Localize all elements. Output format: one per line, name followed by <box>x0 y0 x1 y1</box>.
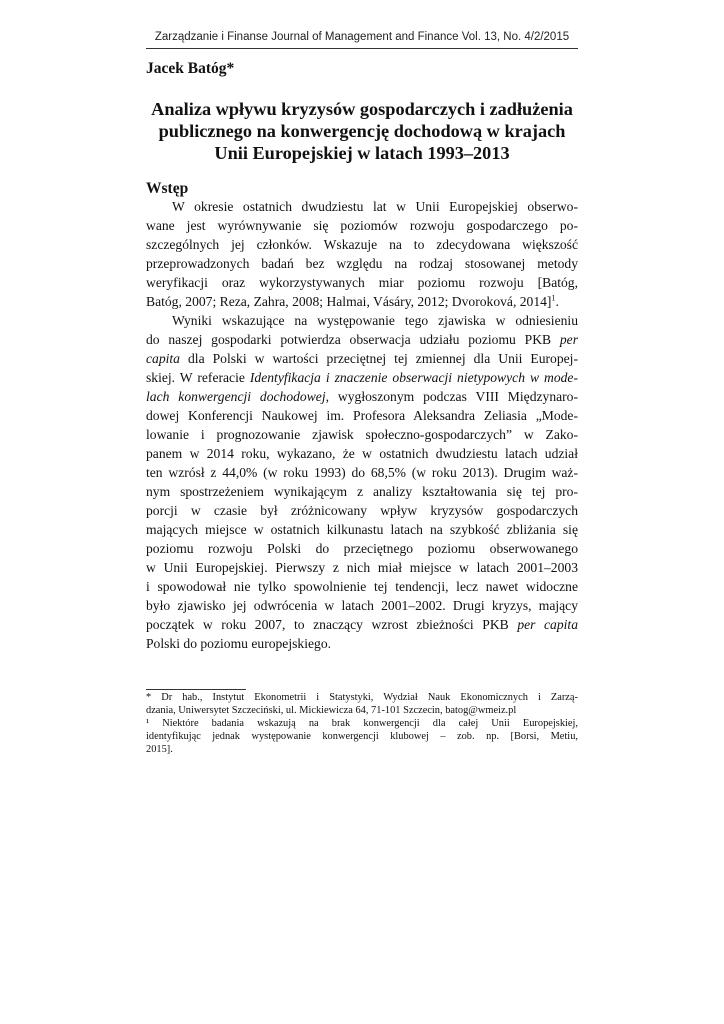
italic-run: lach konwergencji dochodowej <box>146 389 326 404</box>
footnote-line: identyfikując jednak występowanie konwergencji klubowej – zob. np. [Borsi, Metiu, <box>146 731 578 742</box>
text-line: przeprowadzonych badań bez względu na rodzaj stosowanej metody <box>146 256 578 271</box>
text-run: do naszej gospodarki potwierdza obserwacja udziału poziomu PKB <box>146 332 560 347</box>
text-line <box>146 349 578 368</box>
italic-run: per <box>559 332 578 347</box>
text-run: . <box>555 294 559 309</box>
title-line: publicznego na konwergencję dochodową w krajach <box>158 121 566 141</box>
text-line <box>146 292 578 311</box>
text-line: w Unii Europejskiej. Pierwszy z nich miał miejsce w latach 2001–2003 <box>146 560 578 575</box>
italic-run: per capita <box>517 617 578 632</box>
text-line <box>146 368 578 387</box>
text-run: , wygłoszonym podczas VIII Międzynaro- <box>325 389 579 404</box>
text-line <box>146 330 578 349</box>
text-line: dowej Konferencji Naukowej im. Profesora Aleksandra Zeliasia „Mode- <box>146 408 578 423</box>
text-line: lowanie i prognozowanie zjawisk społeczno-gospodarczych” w Zako- <box>146 427 578 442</box>
title-line: Unii Europejskiej w latach 1993–2013 <box>214 143 510 163</box>
text-line: Wyniki wskazujące na występowanie tego zjawiska w odniesieniu <box>172 313 578 328</box>
title-line: Analiza wpływu kryzysów gospodarczych i zadłużenia <box>151 99 573 119</box>
text-line: było zjawisko jej odwrócenia w latach 2001–2002. Drugi kryzys, mający <box>146 598 578 613</box>
footnote-line: ¹ Niektóre badania wskazują na brak konwergencji dla całej Unii Europejskiej, <box>146 718 578 729</box>
journal-header: Zarządzanie i Finanse Journal of Management and Finance Vol. 13, No. 4/2/2015 <box>146 31 578 49</box>
text-line: mających miejsce w ostatnich kilkunastu latach na szybkość zbliżania się <box>146 522 578 537</box>
text-line: szczególnych jej członków. Wskazuje na to zdecydowana większość <box>146 237 578 252</box>
text-line <box>146 387 578 406</box>
text-line: poziomu rozwoju Polski do przeciętnego poziomu obserwowanego <box>146 541 578 556</box>
text-run: początek w roku 2007, to znaczący wzrost zbieżności PKB <box>146 617 518 632</box>
footnote-line: 2015]. <box>146 744 173 755</box>
footnote-ref: 1 <box>551 293 556 303</box>
footnotes <box>146 691 578 756</box>
text-line: Polski do poziomu europejskiego. <box>146 636 332 651</box>
author-name: Jacek Batóg* <box>146 60 235 77</box>
text-line: weryfikacji oraz wykorzystywanych miar poziomu rozwoju [Batóg, <box>146 275 578 290</box>
italic-run: Identyfikacja i znaczenie obserwacji nietypowych w mode- <box>249 370 578 385</box>
text-line: panem w 2014 roku, wykazano, że w ostatnich dwudziestu latach udział <box>146 446 578 461</box>
footnote-separator <box>146 689 246 690</box>
footnote-line: * Dr hab., Instytut Ekonometrii i Statystyki, Wydział Nauk Ekonomicznych i Zarzą- <box>146 692 578 703</box>
text-run: Batóg, 2007; Reza, Zahra, 2008; Halmai, Vásáry, 2012; Dvoroková, 2014] <box>146 294 552 309</box>
text-line: W okresie ostatnich dwudziestu lat w Unii Europejskiej obserwo- <box>172 199 578 214</box>
text-line: nym spostrzeżeniem wynikającym z analizy kształtowania się tej pro- <box>146 484 578 499</box>
italic-run: capita <box>146 351 180 366</box>
text-run: skiej. W referacie <box>146 370 250 385</box>
text-line: wane jest wyrównywanie się poziomów rozwoju gospodarczego po- <box>146 218 578 233</box>
text-line: i spowodował nie tylko spowolnienie tej tendencji, lecz nawet widoczne <box>146 579 578 594</box>
article-body <box>146 197 578 653</box>
section-heading: Wstęp <box>146 180 189 197</box>
text-line <box>146 615 578 634</box>
footnote-line: dzania, Uniwersytet Szczeciński, ul. Mickiewicza 64, 71-101 Szczecin, batog@wmeiz.pl <box>146 705 517 716</box>
text-line: porcji w czasie był zróżnicowany wpływ kryzysów gospodarczych <box>146 503 578 518</box>
text-line: ten wzrósł z 44,0% (w roku 1993) do 68,5% (w roku 2013). Drugim waż- <box>146 465 578 480</box>
text-run: dla Polski w wartości przeciętnej tej zmiennej dla Unii Europej- <box>179 351 578 366</box>
article-title <box>146 98 578 164</box>
